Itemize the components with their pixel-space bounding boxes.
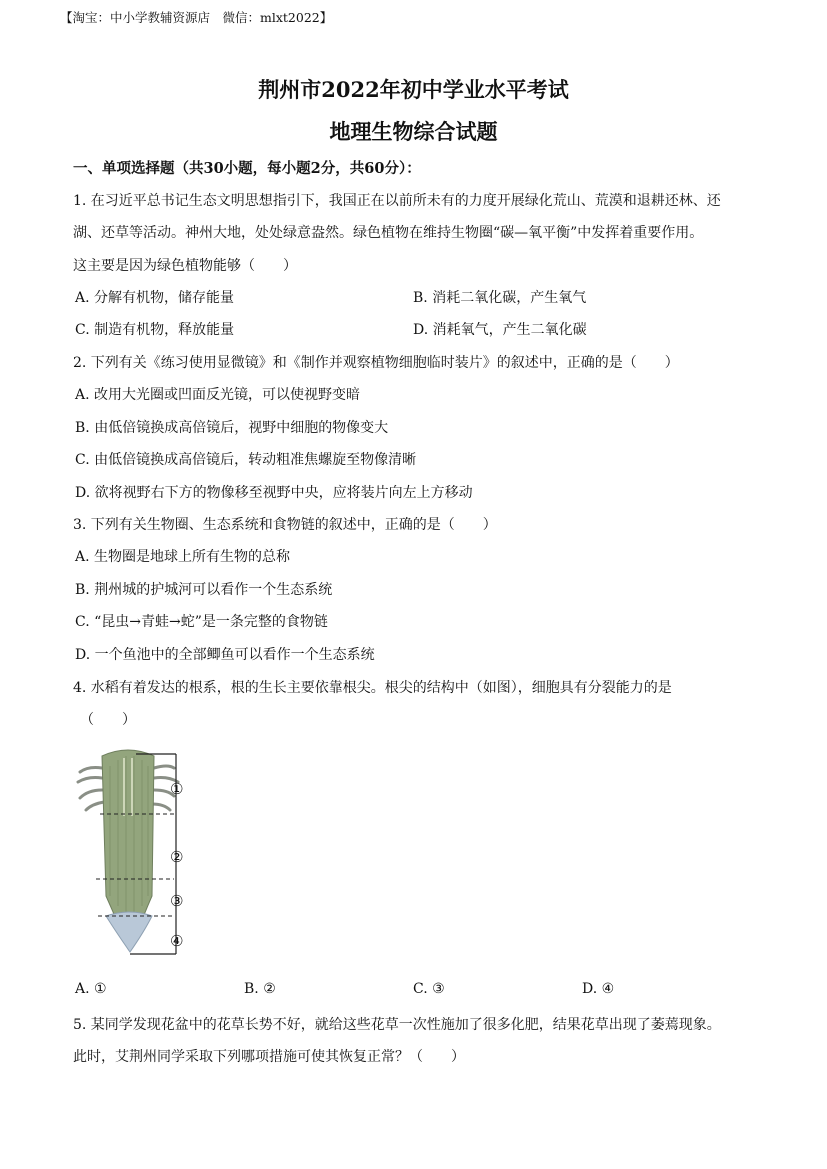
question-1-line-1: 1. 在习近平总书记生态文明思想指引下，我国正在以前所未有的力度开展绿化荒山、荒漠和退耕还林、还 [73,193,721,209]
question-2-stem: 2. 下列有关《练习使用显微镜》和《制作并观察植物细胞临时装片》的叙述中，正确的是（ ） [73,355,679,371]
question-3-option-c: C. “昆虫→青蛙→蛇”是一条完整的食物链 [75,614,328,630]
question-2-option-b: B. 由低倍镜换成高倍镜后，视野中细胞的物像变大 [75,420,389,436]
question-3-option-b: B. 荆州城的护城河可以看作一个生态系统 [75,582,333,598]
question-2-option-d: D. 欲将视野右下方的物像移至视野中央，应将装片向左上方移动 [75,485,473,501]
question-1-option-d: D. 消耗氧气，产生二氧化碳 [413,322,587,338]
question-4-line-1: 4. 水稻有着发达的根系，根的生长主要依靠根尖。根尖的结构中（如图），细胞具有分裂能力的是 [73,680,672,696]
figure-label-3: ③ [170,892,184,910]
question-5-line-2: 此时，艾荆州同学采取下列哪项措施可使其恢复正常？（ ） [73,1049,465,1065]
question-2-option-a: A. 改用大光圈或凹面反光镜，可以使视野变暗 [75,387,361,403]
exam-subtitle: 地理生物综合试题 [329,119,498,144]
question-5-line-1: 5. 某同学发现花盆中的花草长势不好，就给这些花草一次性施加了很多化肥，结果花草出现了萎蔫现象。 [73,1017,721,1033]
root-tip-illustration [74,746,224,958]
figure-label-1: ① [170,780,184,798]
question-4-line-2: （ ） [80,712,136,728]
question-3-option-d: D. 一个鱼池中的全部鲫鱼可以看作一个生态系统 [75,647,375,663]
page-header: 【淘宝：中小学教辅资源店 微信：mlxt2022】 [60,10,333,25]
question-4-option-b: B. ② [244,981,276,997]
figure-label-4: ④ [170,932,184,950]
question-3-option-a: A. 生物圈是地球上所有生物的总称 [75,549,291,565]
question-4-option-c: C. ③ [413,981,445,997]
question-4-option-d: D. ④ [582,981,615,997]
root-tip-figure [74,746,224,958]
question-1-option-c: C. 制造有机物，释放能量 [75,322,235,338]
section-heading: 一、单项选择题（共30小题，每小题2分，共60分）： [73,160,421,177]
exam-title: 荆州市2022年初中学业水平考试 [258,77,569,102]
question-2-option-c: C. 由低倍镜换成高倍镜后，转动粗准焦螺旋至物像清晰 [75,452,417,468]
question-1-line-3: 这主要是因为绿色植物能够（ ） [73,258,297,274]
question-1-option-b: B. 消耗二氧化碳，产生氧气 [413,290,587,306]
question-1-option-a: A. 分解有机物，储存能量 [75,290,235,306]
question-4-option-a: A. ① [75,981,107,997]
question-1-line-2: 湖、还草等活动。神州大地，处处绿意盎然。绿色植物在维持生物圈“碳—氧平衡”中发挥着重要作用。 [73,225,704,241]
figure-label-2: ② [170,848,184,866]
question-3-stem: 3. 下列有关生物圈、生态系统和食物链的叙述中，正确的是（ ） [73,517,497,533]
